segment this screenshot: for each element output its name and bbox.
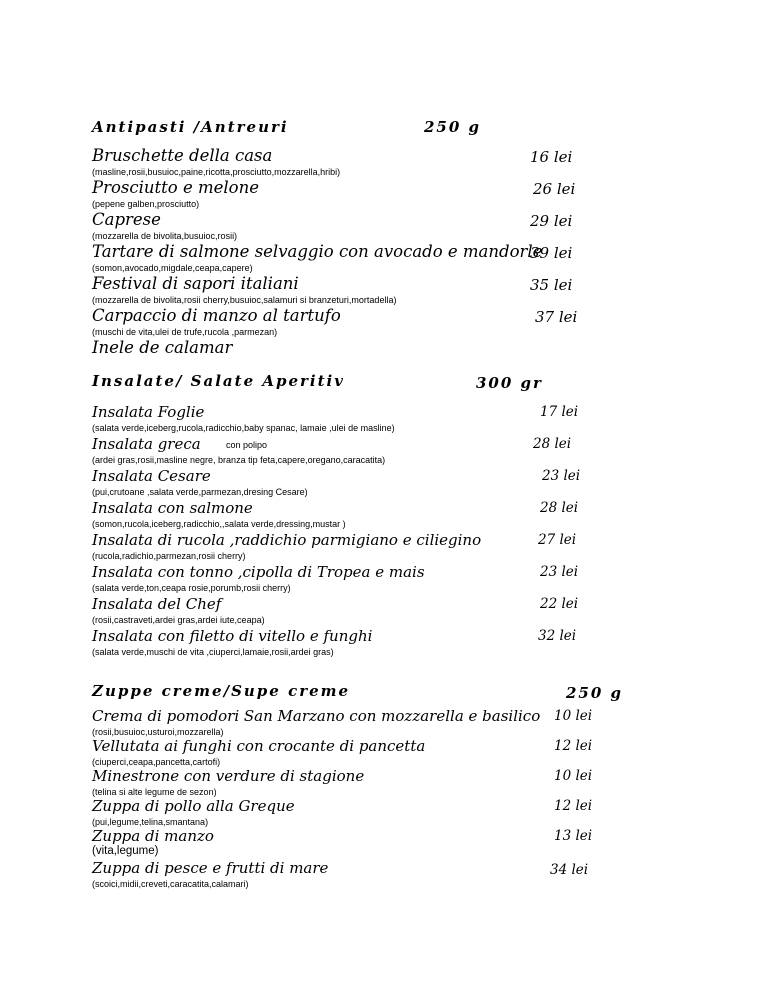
menu-item-name: Insalata del Chef [92, 595, 222, 613]
menu-item-name: Tartare di salmone selvaggio con avocado e mandorle [92, 242, 543, 261]
menu-item-desc: (salata verde,iceberg,rucola,radicchio,baby spanac, lamaie ,ulei de masline) [92, 423, 395, 433]
menu-item-price: 37 lei [535, 308, 578, 326]
menu-item-price: 23 lei [542, 468, 581, 484]
menu-item-price: 10 lei [554, 708, 593, 724]
menu-item-desc: (mozzarella de bivolita,busuioc,rosii) [92, 231, 238, 241]
menu-item-name: Insalata con salmone [92, 499, 253, 517]
menu-item-price: 28 lei [533, 436, 572, 452]
section-title-insalate: Insalate/ Salate Aperitiv [92, 372, 345, 390]
menu-item-desc: (scoici,midii,creveti,caracatita,calamari) [92, 879, 249, 889]
menu-item-extra: con polipo [226, 440, 268, 450]
menu-item-desc: (pui,legume,telina,smantana) [92, 817, 209, 827]
menu-item-price: 12 lei [554, 798, 593, 814]
menu-item-name: Crema di pomodori San Marzano con mozzarella e basilico [92, 707, 541, 725]
section-weight-antipasti: 250 g [424, 118, 482, 136]
menu-item-name: Insalata Foglie [92, 403, 205, 421]
menu-item-price: 26 lei [533, 180, 576, 198]
section-weight-insalate: 300 gr [476, 374, 543, 392]
section-weight-zuppe: 250 g [566, 684, 624, 702]
menu-item-price: 39 lei [530, 244, 573, 262]
menu-item-name: Vellutata ai funghi con crocante di pancetta [92, 737, 426, 755]
menu-item-price: 32 lei [538, 628, 577, 644]
menu-item-desc: (salata verde,muschi de vita ,ciuperci,lamaie,rosii,ardei gras) [92, 647, 334, 657]
menu-item-price: 23 lei [540, 564, 579, 580]
menu-item-name: Bruschette della casa [92, 146, 273, 165]
section-title-zuppe: Zuppe creme/Supe creme [92, 682, 351, 700]
menu-item-desc: (rosii,busuioc,usturoi,mozzarella) [92, 727, 224, 737]
menu-item-desc: (ciuperci,ceapa,pancetta,cartofi) [92, 757, 221, 767]
menu-item-price: 35 lei [530, 276, 573, 294]
menu-item-desc: (vita,legume) [92, 845, 159, 857]
menu-item-price: 27 lei [538, 532, 577, 548]
menu-item-name: Insalata con tonno ,cipolla di Tropea e mais [92, 563, 425, 581]
menu-item-price: 28 lei [540, 500, 579, 516]
menu-item-desc: (rucola,radichio,parmezan,rosii cherry) [92, 551, 246, 561]
menu-item-desc: (telina si alte legume de sezon) [92, 787, 217, 797]
menu-item-desc: (masline,rosii,busuioc,paine,ricotta,prosciutto,mozzarella,hribi) [92, 167, 341, 177]
menu-item-price: 10 lei [554, 768, 593, 784]
menu-item-price: 12 lei [554, 738, 593, 754]
menu-item-price: 16 lei [530, 148, 573, 166]
menu-item-desc: (muschi de vita,ulei de trufe,rucola ,parmezan) [92, 327, 278, 337]
menu-item-name: Minestrone con verdure di stagione [92, 767, 365, 785]
menu-item-name: Zuppa di pesce e frutti di mare [92, 859, 329, 877]
menu-item-desc: (rosii,castraveti,ardei gras,ardei iute,ceapa) [92, 615, 265, 625]
menu-item-name: Inele de calamar [92, 338, 233, 357]
menu-item-name: Insalata di rucola ,raddichio parmigiano e ciliegino [92, 531, 482, 549]
menu-item-price: 22 lei [540, 596, 579, 612]
menu-item-price: 29 lei [530, 212, 573, 230]
menu-item-desc: (ardei gras,rosii,masline negre, branza tip feta,capere,oregano,caracatita) [92, 455, 386, 465]
menu-item-name: Prosciutto e melone [92, 178, 259, 197]
menu-item-name: Insalata Cesare [92, 467, 211, 485]
menu-item-name: Festival di sapori italiani [92, 274, 299, 293]
menu-item-price: 34 lei [550, 862, 589, 878]
menu-item-name: Insalata greca [92, 435, 201, 453]
menu-item-desc: (mozzarella de bivolita,rosii cherry,busuioc,salamuri si branzeturi,mortadella) [92, 295, 397, 305]
menu-item-desc: (somon,rucola,iceberg,radicchio,,salata verde,dressing,mustar ) [92, 519, 346, 529]
section-title-antipasti: Antipasti /Antreuri [92, 118, 289, 136]
menu-item-name: Zuppa di manzo [92, 827, 214, 845]
menu-item-desc: (pui,crutoane ,salata verde,parmezan,dresing Cesare) [92, 487, 308, 497]
menu-item-desc: (pepene galben,prosciutto) [92, 199, 200, 209]
menu-item-price: 13 lei [554, 828, 593, 844]
menu-item-price: 17 lei [540, 404, 579, 420]
menu-item-desc: (salata verde,ton,ceapa rosie,porumb,rosii cherry) [92, 583, 291, 593]
menu-item-name: Caprese [92, 210, 161, 229]
menu-item-desc: (somon,avocado,migdale,ceapa,capere) [92, 263, 253, 273]
menu-item-name: Zuppa di pollo alla Greque [92, 797, 295, 815]
menu-item-name: Carpaccio di manzo al tartufo [92, 306, 341, 325]
menu-item-name: Insalata con filetto di vitello e funghi [92, 627, 373, 645]
